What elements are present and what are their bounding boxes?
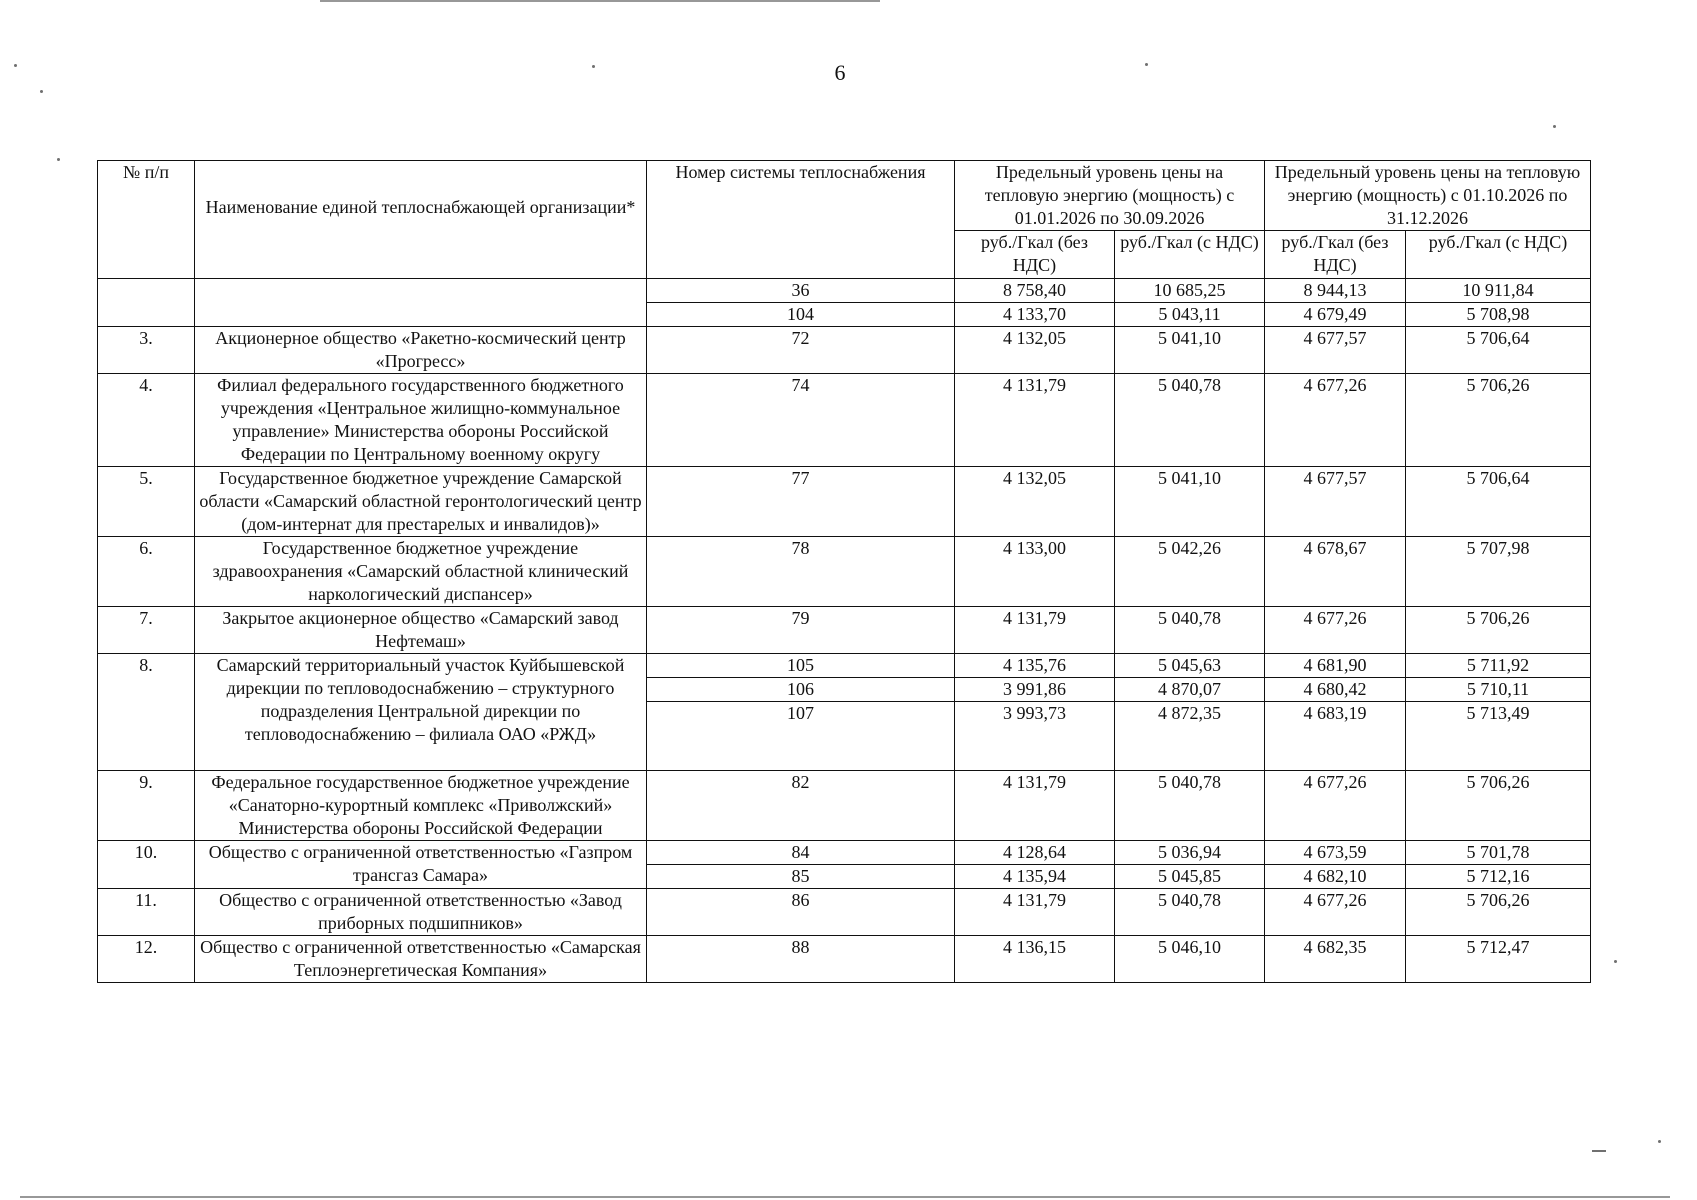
system-number: 84 — [647, 841, 955, 865]
price-p1-with-vat: 4 872,35 — [1115, 702, 1265, 771]
price-p2-with-vat: 5 706,64 — [1406, 467, 1591, 537]
price-p1-with-vat: 5 040,78 — [1115, 607, 1265, 654]
system-number: 88 — [647, 936, 955, 983]
price-p2-without-vat: 4 673,59 — [1265, 841, 1406, 865]
price-p1-without-vat: 4 131,79 — [955, 374, 1115, 467]
price-p1-with-vat: 5 040,78 — [1115, 771, 1265, 841]
price-p2-without-vat: 4 679,49 — [1265, 303, 1406, 327]
price-p2-without-vat: 8 944,13 — [1265, 279, 1406, 303]
organization-name — [195, 279, 647, 327]
system-number: 72 — [647, 327, 955, 374]
price-p1-with-vat: 5 040,78 — [1115, 889, 1265, 936]
price-p1-with-vat: 5 036,94 — [1115, 841, 1265, 865]
price-p2-without-vat: 4 683,19 — [1265, 702, 1406, 771]
price-p1-with-vat: 10 685,25 — [1115, 279, 1265, 303]
price-p1-with-vat: 5 040,78 — [1115, 374, 1265, 467]
price-p2-without-vat: 4 677,26 — [1265, 607, 1406, 654]
scan-speck — [1614, 960, 1617, 963]
row-number: 10. — [98, 841, 195, 889]
table-row — [98, 771, 1591, 841]
organization-name: Самарский территориальный участок Куйбышевской дирекции по тепловодоснабжению – структурного подразделения Центральной дирекции по тепловодоснабжению – филиала ОАО «РЖД» — [195, 654, 647, 771]
price-p1-without-vat: 4 131,79 — [955, 889, 1115, 936]
system-number: 107 — [647, 702, 955, 771]
price-p1-with-vat: 5 042,26 — [1115, 537, 1265, 607]
organization-name: Общество с ограниченной ответственностью «Завод приборных подшипников» — [195, 889, 647, 936]
organization-name: Федеральное государственное бюджетное учреждение «Санаторно-курортный комплекс «Приволжский» Министерства обороны Российской Федерации — [195, 771, 647, 841]
page-number: 6 — [834, 60, 846, 85]
price-p1-with-vat: 5 045,63 — [1115, 654, 1265, 678]
price-p2-without-vat: 4 677,57 — [1265, 327, 1406, 374]
price-p2-without-vat: 4 677,57 — [1265, 467, 1406, 537]
organization-name: Закрытое акционерное общество «Самарский завод Нефтемаш» — [195, 607, 647, 654]
header-p2-without-vat: руб./Гкал (без НДС) — [1265, 231, 1406, 279]
organization-name: Общество с ограниченной ответственностью «Самарская Теплоэнергетическая Компания» — [195, 936, 647, 983]
scan-speck — [1553, 125, 1556, 128]
system-number: 79 — [647, 607, 955, 654]
table-row — [98, 654, 1591, 678]
organization-name: Филиал федерального государственного бюджетного учреждения «Центральное жилищно-коммунальное управление» Министерства обороны Российской Федерации по Центральному военному округу — [195, 374, 647, 467]
row-number: 11. — [98, 889, 195, 936]
price-p2-with-vat: 5 712,16 — [1406, 865, 1591, 889]
price-p2-with-vat: 5 701,78 — [1406, 841, 1591, 865]
scan-speck — [1658, 1140, 1661, 1143]
price-p1-without-vat: 4 133,70 — [955, 303, 1115, 327]
price-p1-without-vat: 4 131,79 — [955, 771, 1115, 841]
system-number: 74 — [647, 374, 955, 467]
scan-bottom-edge — [20, 1196, 1670, 1198]
row-number — [98, 279, 195, 327]
price-p2-without-vat: 4 677,26 — [1265, 889, 1406, 936]
price-p2-without-vat: 4 677,26 — [1265, 374, 1406, 467]
system-number: 85 — [647, 865, 955, 889]
system-number: 105 — [647, 654, 955, 678]
system-number: 86 — [647, 889, 955, 936]
row-number: 4. — [98, 374, 195, 467]
row-number: 5. — [98, 467, 195, 537]
price-p1-with-vat: 4 870,07 — [1115, 678, 1265, 702]
price-p2-with-vat: 5 708,98 — [1406, 303, 1591, 327]
table-row — [98, 374, 1591, 467]
price-p2-without-vat: 4 681,90 — [1265, 654, 1406, 678]
table-row — [98, 279, 1591, 303]
price-p2-with-vat: 5 711,92 — [1406, 654, 1591, 678]
system-number: 82 — [647, 771, 955, 841]
organization-name: Общество с ограниченной ответственностью «Газпром трансгаз Самара» — [195, 841, 647, 889]
table-row — [98, 607, 1591, 654]
header-number: № п/п — [98, 161, 195, 279]
price-p2-with-vat: 10 911,84 — [1406, 279, 1591, 303]
price-p2-with-vat: 5 706,26 — [1406, 771, 1591, 841]
price-p2-with-vat: 5 713,49 — [1406, 702, 1591, 771]
price-p1-without-vat: 4 135,94 — [955, 865, 1115, 889]
header-organization: Наименование единой теплоснабжающей организации* — [195, 161, 647, 279]
price-p2-without-vat: 4 678,67 — [1265, 537, 1406, 607]
price-p1-without-vat: 4 132,05 — [955, 327, 1115, 374]
price-p2-without-vat: 4 680,42 — [1265, 678, 1406, 702]
price-p1-without-vat: 4 131,79 — [955, 607, 1115, 654]
price-p1-without-vat: 3 991,86 — [955, 678, 1115, 702]
price-p1-without-vat: 4 128,64 — [955, 841, 1115, 865]
row-number: 12. — [98, 936, 195, 983]
price-p1-without-vat: 4 132,05 — [955, 467, 1115, 537]
system-number: 77 — [647, 467, 955, 537]
organization-name: Акционерное общество «Ракетно-космический центр «Прогресс» — [195, 327, 647, 374]
price-p2-without-vat: 4 677,26 — [1265, 771, 1406, 841]
price-p2-with-vat: 5 706,26 — [1406, 889, 1591, 936]
price-p2-with-vat: 5 712,47 — [1406, 936, 1591, 983]
price-p2-with-vat: 5 706,26 — [1406, 374, 1591, 467]
tariff-table — [97, 160, 1591, 983]
header-period-1: Предельный уровень цены на тепловую энергию (мощность) с 01.01.2026 по 30.09.2026 — [955, 161, 1265, 231]
price-p1-without-vat: 8 758,40 — [955, 279, 1115, 303]
header-p2-with-vat: руб./Гкал (с НДС) — [1406, 231, 1591, 279]
price-p1-with-vat: 5 041,10 — [1115, 327, 1265, 374]
price-p2-with-vat: 5 706,64 — [1406, 327, 1591, 374]
table-row — [98, 841, 1591, 865]
price-p1-without-vat: 4 136,15 — [955, 936, 1115, 983]
table-row — [98, 936, 1591, 983]
price-p2-with-vat: 5 707,98 — [1406, 537, 1591, 607]
system-number: 36 — [647, 279, 955, 303]
row-number: 6. — [98, 537, 195, 607]
system-number: 78 — [647, 537, 955, 607]
row-number: 8. — [98, 654, 195, 771]
scan-top-edge — [320, 0, 880, 2]
price-p1-with-vat: 5 046,10 — [1115, 936, 1265, 983]
table-row — [98, 327, 1591, 374]
price-p1-without-vat: 4 133,00 — [955, 537, 1115, 607]
row-number: 3. — [98, 327, 195, 374]
scan-speck — [40, 90, 43, 93]
header-p1-with-vat: руб./Гкал (с НДС) — [1115, 231, 1265, 279]
row-number: 7. — [98, 607, 195, 654]
price-p1-with-vat: 5 041,10 — [1115, 467, 1265, 537]
table-row — [98, 889, 1591, 936]
table-row — [98, 467, 1591, 537]
header-system-number: Номер системы теплоснабжения — [647, 161, 955, 279]
header-period-2: Предельный уровень цены на тепловую энергию (мощность) с 01.10.2026 по 31.12.2026 — [1265, 161, 1591, 231]
row-number: 9. — [98, 771, 195, 841]
header-p1-without-vat: руб./Гкал (без НДС) — [955, 231, 1115, 279]
price-p1-without-vat: 4 135,76 — [955, 654, 1115, 678]
system-number: 104 — [647, 303, 955, 327]
price-p2-with-vat: 5 710,11 — [1406, 678, 1591, 702]
price-p1-without-vat: 3 993,73 — [955, 702, 1115, 771]
organization-name: Государственное бюджетное учреждение Самарской области «Самарский областной геронтологический центр (дом-интернат для престарелых и инвалидов)» — [195, 467, 647, 537]
price-p2-without-vat: 4 682,35 — [1265, 936, 1406, 983]
price-p1-with-vat: 5 043,11 — [1115, 303, 1265, 327]
table-row — [98, 537, 1591, 607]
scan-speck — [1592, 1150, 1606, 1152]
system-number: 106 — [647, 678, 955, 702]
price-p2-without-vat: 4 682,10 — [1265, 865, 1406, 889]
price-p2-with-vat: 5 706,26 — [1406, 607, 1591, 654]
price-p1-with-vat: 5 045,85 — [1115, 865, 1265, 889]
organization-name: Государственное бюджетное учреждение здравоохранения «Самарский областной клинический наркологический диспансер» — [195, 537, 647, 607]
table-body — [98, 279, 1591, 983]
scan-speck — [57, 158, 60, 161]
